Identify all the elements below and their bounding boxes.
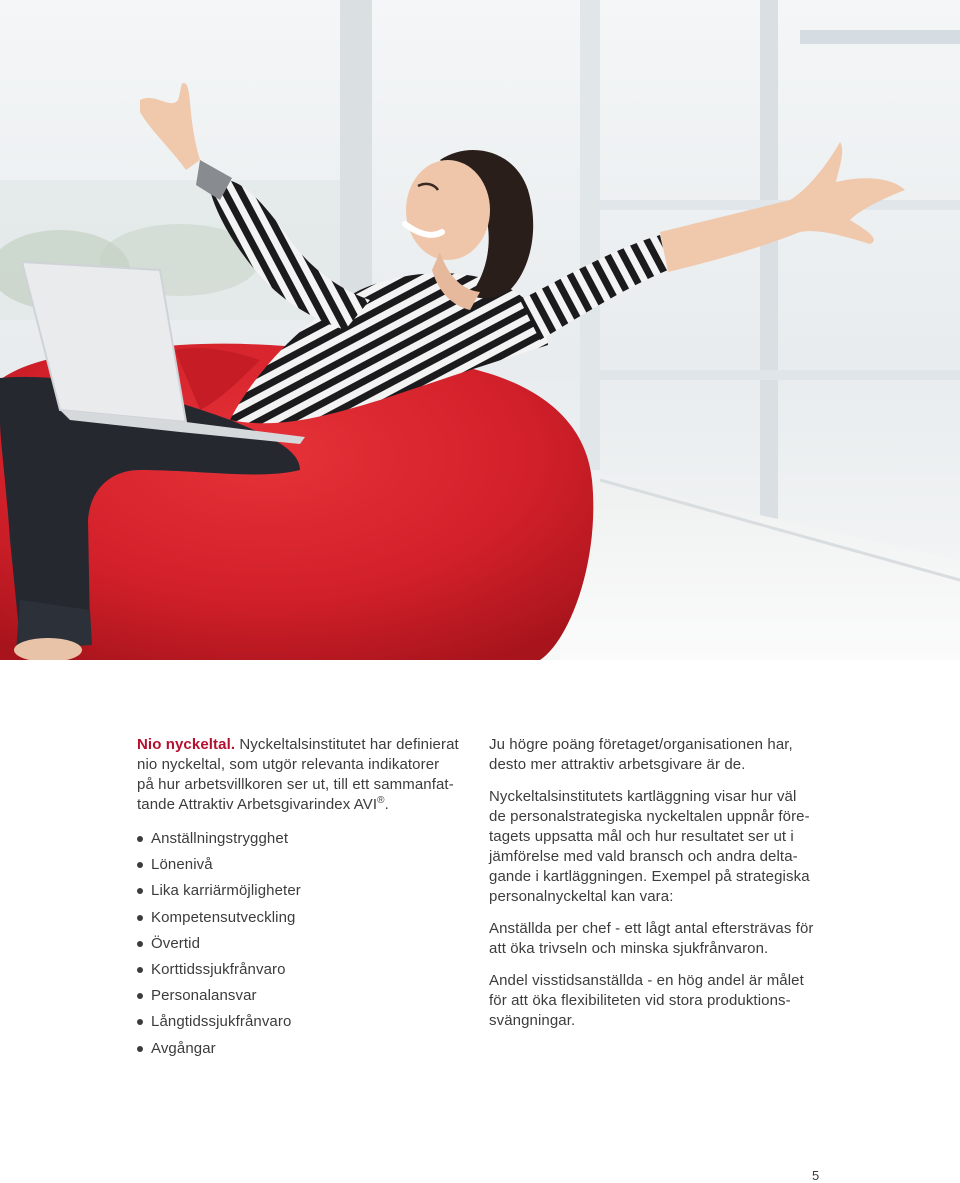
kpi-label: Avgångar	[151, 1039, 216, 1057]
left-column	[137, 735, 467, 1065]
intro-paragraph	[137, 735, 467, 815]
text-line: att öka trivseln och minska sjukfrånvaron.	[489, 940, 769, 957]
kpi-list	[137, 829, 467, 1065]
text-line: för att öka flexibiliteten vid stora produktions-	[489, 992, 791, 1009]
text-line: Andel visstidsanställda - en hög andel är målet	[489, 972, 804, 989]
list-item	[137, 829, 467, 855]
bullet-icon	[137, 888, 143, 894]
bullet-icon	[137, 1019, 143, 1025]
kpi-label: Lika karriärmöjligheter	[151, 882, 301, 900]
right-column	[489, 735, 819, 1043]
intro-line-1: Nyckeltalsinstitutet har definierat	[235, 736, 459, 753]
list-item	[137, 934, 467, 960]
paragraph-score	[489, 735, 819, 775]
bullet-icon	[137, 836, 143, 842]
registered-mark: ®	[377, 795, 385, 806]
intro-lead: Nio nyckeltal.	[137, 736, 236, 753]
list-item	[137, 855, 467, 881]
kpi-label: Långtidssjukfrånvaro	[151, 1013, 292, 1031]
text-line: tagets uppsatta mål och hur resultatet ser ut i	[489, 828, 794, 845]
bullet-icon	[137, 915, 143, 921]
text-line: Ju högre poäng företaget/organisationen har,	[489, 736, 793, 753]
kpi-label: Anställningstrygghet	[151, 830, 289, 847]
text-line: Anställda per chef - ett lågt antal eftersträvas för	[489, 920, 814, 937]
paragraph-temporary	[489, 971, 819, 1031]
kpi-label: Personalansvar	[151, 987, 257, 1005]
bullet-icon	[137, 993, 143, 999]
text-line: svängningar.	[489, 1012, 576, 1029]
bullet-icon	[137, 862, 143, 868]
kpi-label: Korttidssjukfrånvaro	[151, 960, 286, 978]
list-item	[137, 960, 467, 986]
list-item	[137, 881, 467, 907]
list-item	[137, 908, 467, 934]
text-line: gande i kartläggningen. Exempel på strategiska	[489, 868, 810, 885]
intro-line-3: på hur arbetsvillkoren ser ut, till ett sammanfat-	[137, 776, 454, 793]
kpi-label: Kompetensutveckling	[151, 908, 296, 926]
intro-period: .	[384, 796, 389, 813]
bullet-icon	[137, 941, 143, 947]
intro-line-4: tande Attraktiv Arbetsgivarindex AVI	[137, 796, 378, 813]
intro-line-2: nio nyckeltal, som utgör relevanta indikatorer	[137, 756, 440, 773]
text-line: personalnyckeltal kan vara:	[489, 888, 674, 905]
page-number: 5	[812, 1168, 820, 1183]
bullet-icon	[137, 967, 143, 973]
kpi-label: Lönenivå	[151, 856, 213, 874]
list-item	[137, 1039, 467, 1065]
list-item	[137, 986, 467, 1012]
text-line: Nyckeltalsinstitutets kartläggning visar hur väl	[489, 788, 797, 805]
bullet-icon	[137, 1046, 143, 1052]
list-item	[137, 1012, 467, 1038]
text-line: jämförelse med vald bransch och andra delta-	[489, 848, 798, 865]
kpi-label: Övertid	[151, 934, 201, 952]
paragraph-survey	[489, 787, 819, 907]
paragraph-managers	[489, 919, 819, 959]
text-line: desto mer attraktiv arbetsgivare är de.	[489, 756, 746, 773]
text-line: de personalstrategiska nyckeltalen uppnår före-	[489, 808, 810, 825]
